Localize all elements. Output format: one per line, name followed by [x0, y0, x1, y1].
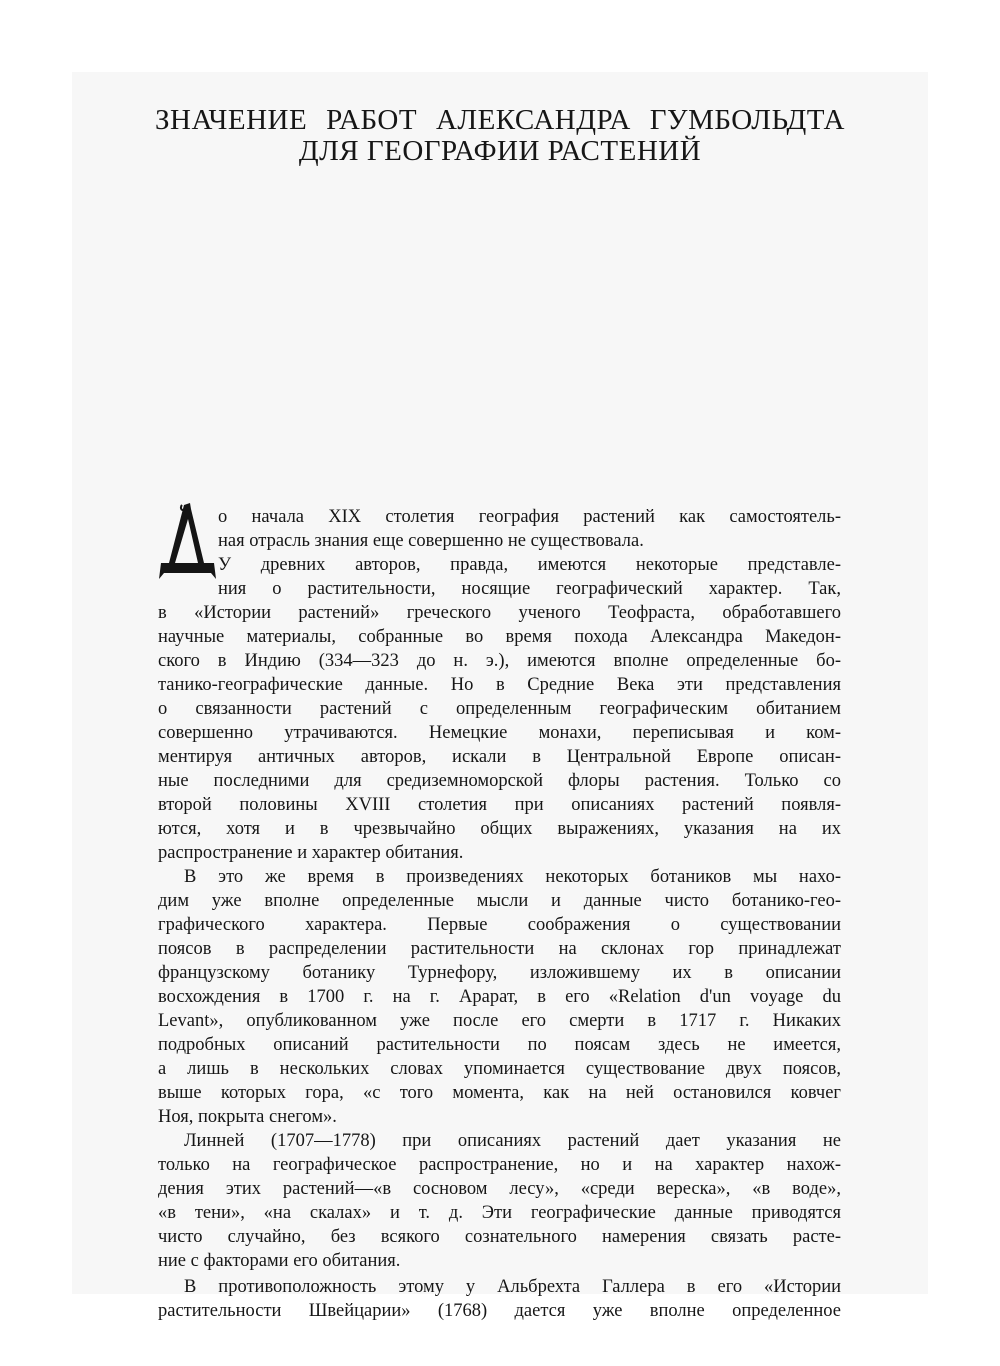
text-line: дим уже вполне определенные мысли и данные чисто ботанико-гео-	[158, 891, 841, 911]
paragraph	[158, 505, 841, 865]
text-line: совершенно утрачиваются. Немецкие монахи, переписывая и ком-	[158, 723, 841, 743]
text-line: выше которых гора, «с того момента, как на ней остановился ковчег	[158, 1083, 841, 1103]
text-line: поясов в распределении растительности на склонах гор принадлежат	[158, 939, 841, 959]
text-line: восхождения в 1700 г. на г. Арарат, в его «Relation d'un voyage du	[158, 987, 841, 1007]
paragraph	[158, 865, 841, 1129]
text-line: ются, хотя и в чрезвычайно общих выражениях, указания на их	[158, 819, 841, 839]
text-line: графического характера. Первые соображения о существовании	[158, 915, 841, 935]
text-line: «в тени», «на скалах» и т. д. Эти географические данные приводятся	[158, 1203, 841, 1223]
text-line: Levant», опубликованном уже после его смерти в 1717 г. Никаких	[158, 1011, 841, 1031]
text-line: Линней (1707—1778) при описаниях растений дает указания не	[184, 1131, 841, 1151]
text-line: ные последними для средиземноморской флоры растения. Только со	[158, 771, 841, 791]
text-line: только на географическое распространение, но и на характер нахож-	[158, 1155, 841, 1175]
text-line: ная отрасль знания еще совершенно не существовала.	[218, 531, 644, 551]
text-line: растительности Швейцарии» (1768) дается уже вполне определенное	[158, 1301, 841, 1321]
article-body	[158, 505, 841, 1323]
text-line: второй половины XVIII столетия при описаниях растений появля-	[158, 795, 841, 815]
text-line: У древних авторов, правда, имеются некоторые представле-	[218, 555, 841, 575]
title-line-1: ЗНАЧЕНИЕ РАБОТ АЛЕКСАНДРА ГУМБОЛЬДТА	[155, 104, 845, 136]
paragraph	[158, 1129, 841, 1273]
text-line: распространение и характер обитания.	[158, 843, 464, 863]
text-line: о связанности растений с определенным географическим обитанием	[158, 699, 841, 719]
page-title	[155, 105, 845, 167]
text-line: Ноя, покрыта снегом».	[158, 1107, 337, 1127]
text-line: ния о растительности, носящие географический характер. Так,	[218, 579, 841, 599]
text-line: а лишь в нескольких словах упоминается существование двух поясов,	[158, 1059, 841, 1079]
text-line: подробных описаний растительности по поясам здесь не имеется,	[158, 1035, 841, 1055]
text-line: дения этих растений—«в сосновом лесу», «среди вереска», «в воде»,	[158, 1179, 841, 1199]
text-line: чисто случайно, без всякого сознательного намерения связать расте-	[158, 1227, 841, 1247]
text-line: ского в Индию (334—323 до н. э.), имеются вполне определенные бо-	[158, 651, 841, 671]
text-line: в «Истории растений» греческого ученого Теофраста, обработавшего	[158, 603, 841, 623]
text-line: танико-географические данные. Но в Средние Века эти представления	[158, 675, 841, 695]
text-line: ментируя античных авторов, искали в Центральной Европе описан-	[158, 747, 841, 767]
text-line: ние с факторами его обитания.	[158, 1251, 401, 1271]
text-line: В противоположность этому у Альбрехта Галлера в его «Истории	[184, 1277, 841, 1297]
paragraph	[158, 1275, 841, 1323]
text-line: о начала XIX столетия география растений как самостоятель-	[218, 507, 841, 527]
drop-cap	[154, 501, 220, 581]
text-line: научные материалы, собранные во время похода Александра Македон-	[158, 627, 841, 647]
text-line: французскому ботанику Турнефору, изложившему их в описании	[158, 963, 841, 983]
title-line-2: ДЛЯ ГЕОГРАФИИ РАСТЕНИЙ	[298, 135, 702, 167]
text-line: В это же время в произведениях некоторых ботаников мы нахо-	[184, 867, 841, 887]
